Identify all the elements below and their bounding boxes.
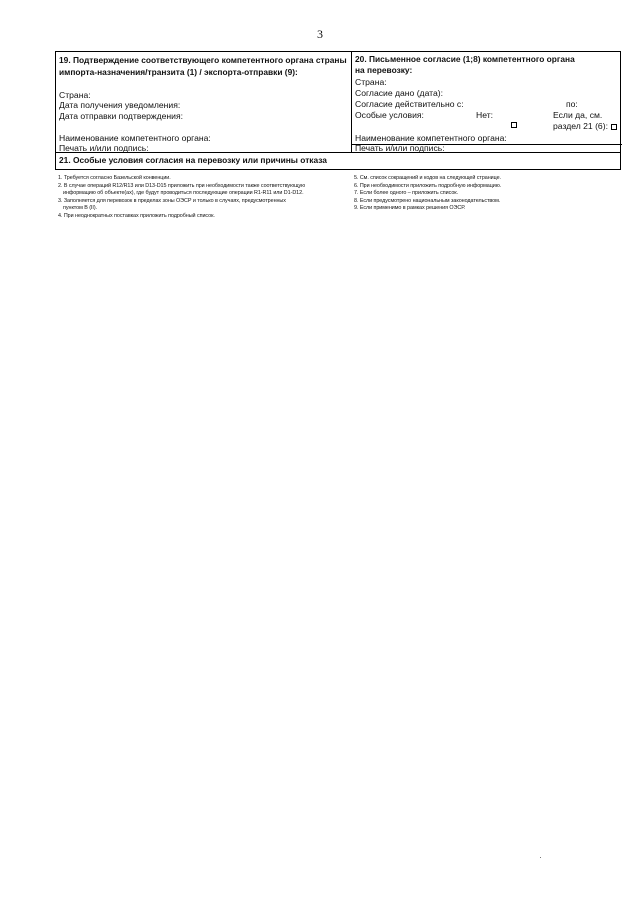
- footnote-5: 5. См. список сокращений и кодов на следующей странице.: [354, 175, 501, 181]
- section-19-stamp-label: Печать и/или подпись:: [59, 143, 149, 153]
- conditions-no-checkbox[interactable]: [511, 122, 517, 128]
- footnote-6: 6. При необходимости приложить подробную информацию.: [354, 182, 502, 189]
- footnote-3-continued: пунктом B (II).: [63, 205, 98, 212]
- section-19-title-line2: импорта-назначения/транзита (1) / экспорта-отправки (9):: [59, 67, 298, 77]
- section-20-conditions-label: Особые условия:: [355, 110, 424, 120]
- page-number: 3: [317, 27, 323, 41]
- footnote-2-continued: информацию об объекте(ах), где будут проводиться последующие операции R1-R11 или D1-D12.: [63, 190, 304, 197]
- section-19-authority-name-label: Наименование компетентного органа:: [59, 133, 211, 143]
- footnotes-right: [354, 175, 501, 213]
- section-20-authority-name-label: Наименование компетентного органа:: [355, 133, 507, 143]
- section-20-if-yes-line2: раздел 21 (6):: [553, 121, 608, 131]
- section-20-consent-date-label: Согласие дано (дата):: [355, 88, 444, 98]
- footnote-7: 7. Если более одного – приложить список.: [354, 190, 459, 197]
- scan-speck: [540, 857, 541, 858]
- footnote-1: 1. Требуется согласно Базельской конвенции.: [58, 175, 171, 181]
- column-divider: [351, 52, 352, 152]
- section-20-valid-from-label: Согласие действительно с:: [355, 99, 464, 109]
- footnote-4: 4. При неоднократных поставках приложить подробный список.: [58, 212, 215, 219]
- section-19-country-label: Страна:: [59, 90, 91, 100]
- footnote-3: 3. Заполняется для перевозок в пределах зоны ОЭСР и только в случаях, предусмотренных: [58, 197, 286, 204]
- footnote-8: 8. Если предусмотрено национальным законодательством.: [354, 197, 501, 204]
- section-20-country-label: Страна:: [355, 77, 387, 87]
- footnotes-left: [58, 175, 305, 221]
- footnote-9: 9. Если применимо в рамках решения ОЭСР.: [354, 205, 466, 212]
- section-21-title: 21. Особые условия согласия на перевозку или причины отказа: [59, 155, 327, 165]
- section-19-confirmation-date-label: Дата отправки подтверждения:: [59, 111, 184, 121]
- section-20-if-yes-line1: Если да, см.: [553, 110, 603, 120]
- section-20-title-line2: на перевозку:: [355, 65, 413, 75]
- section-20-no-label: Нет:: [476, 110, 494, 120]
- footnote-2: 2. В случае операций R12/R13 или D13-D15 приложить при необходимости также соответствующую: [58, 182, 306, 189]
- consent-form-table: [55, 51, 621, 170]
- conditions-yes-checkbox[interactable]: [611, 124, 617, 130]
- section-20-title-line1: 20. Письменное согласие (1;8) компетентного органа: [355, 54, 575, 64]
- section-20-if-yes-line2-wrap: [553, 121, 617, 131]
- section-19-title-line1: 19. Подтверждение соответствующего компетентного органа страны: [59, 55, 347, 65]
- section-19-notification-date-label: Дата получения уведомления:: [59, 100, 181, 110]
- section-20-valid-to-label: по:: [566, 99, 578, 109]
- section-20-stamp-label: Печать и/или подпись:: [355, 143, 445, 153]
